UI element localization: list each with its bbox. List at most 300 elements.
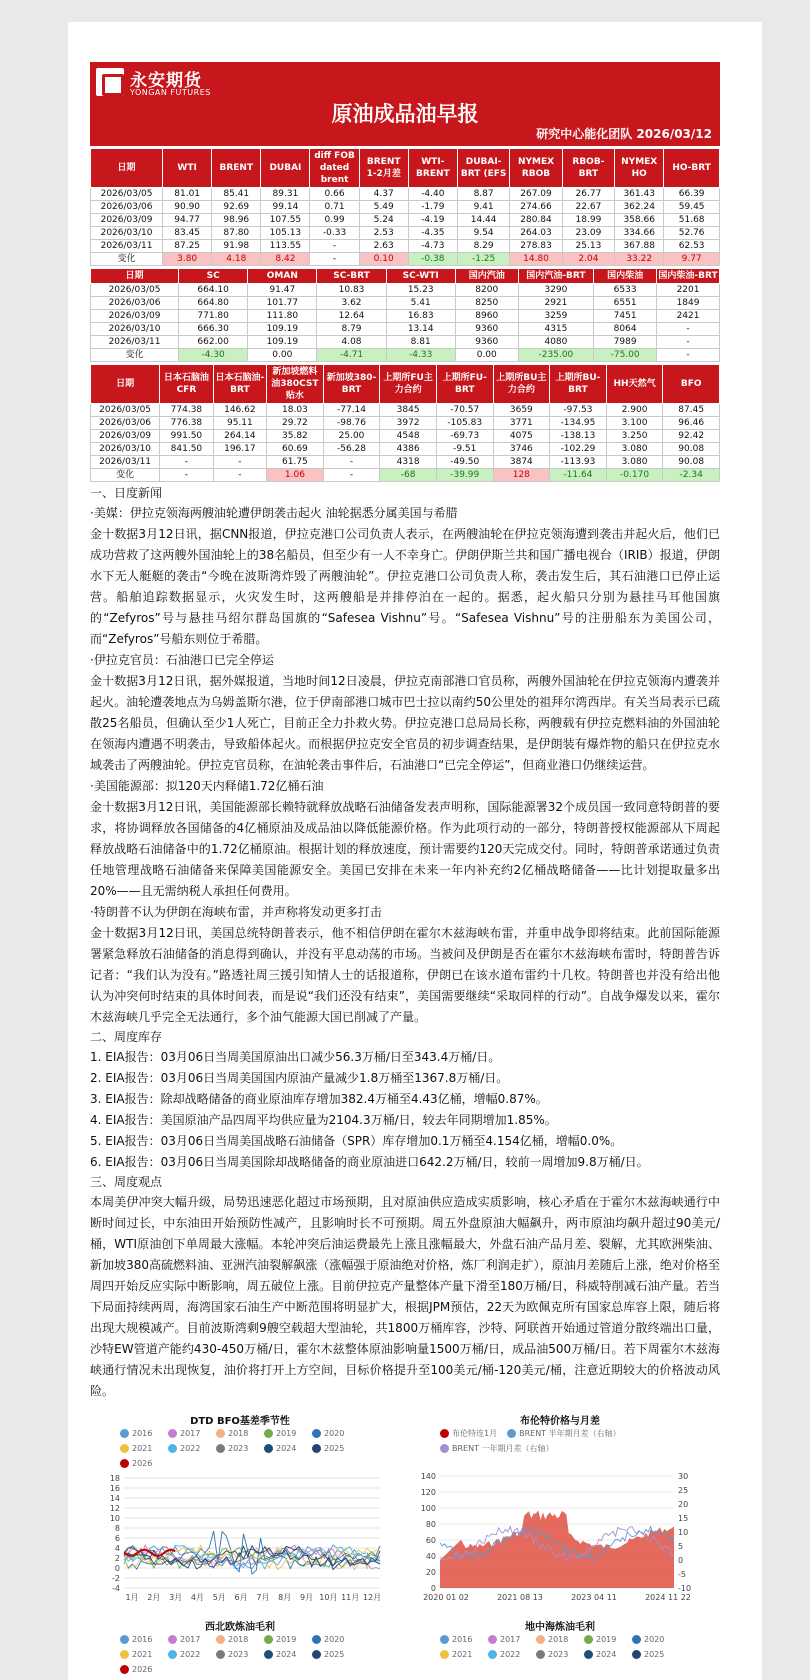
table-cell: 9.41 [457, 201, 509, 214]
table-header: SC-BRT [317, 269, 386, 284]
price-table-sc [90, 268, 720, 362]
table-cell: 18.03 [267, 404, 324, 417]
table-cell: 2026/03/10 [91, 323, 179, 336]
table-cell: 3874 [493, 456, 550, 469]
table-cell: 81.01 [163, 188, 212, 201]
legend-label: 2023 [228, 1444, 249, 1453]
y-tick-label: 0 [114, 1564, 120, 1573]
legend-marker [536, 1650, 545, 1659]
table-cell: -4.35 [408, 227, 457, 240]
table-cell: 2026/03/11 [91, 456, 160, 469]
legend-label: BRENT 一年期月差（右轴） [452, 1444, 554, 1453]
legend-label: 2026 [132, 1665, 153, 1674]
table-header: OMAN [248, 269, 317, 284]
table-cell: 59.45 [664, 201, 720, 214]
table-header: 国内柴油-BRT [657, 269, 720, 284]
table-cell: 95.11 [213, 417, 266, 430]
table-cell: 66.39 [664, 188, 720, 201]
legend-label: 2017 [180, 1635, 201, 1644]
legend-label: 2021 [132, 1650, 153, 1659]
table-cell: 51.68 [664, 214, 720, 227]
x-tick-label: 10月 [319, 1593, 338, 1602]
table-cell: 4.08 [317, 336, 386, 349]
table-cell: 3.080 [606, 456, 663, 469]
table-cell: -49.50 [436, 456, 493, 469]
legend-label: 2020 [324, 1635, 345, 1644]
table-cell: 0.99 [310, 214, 359, 227]
legend-label: 2016 [452, 1635, 473, 1644]
inventory-list [90, 1047, 720, 1173]
table-cell: -11.64 [550, 469, 607, 482]
table-header: RBOB-BRT [562, 149, 614, 188]
legend-marker [120, 1650, 129, 1659]
table-cell: 92.69 [212, 201, 261, 214]
table-header: HH天然气 [606, 365, 663, 404]
y-tick-label: 16 [109, 1484, 120, 1493]
table-row-change [91, 349, 720, 362]
news-body: 金十数据3月12日讯，美国能源部长赖特就释放战略石油储备发表声明称，国际能源署32个成员国一致同意特朗普的要求，将协调释放各国储备的4亿桶原油及成品油以降低能源价格。作为此项行动的一部分，特朗普授权能源部从下周起释放战略石油储备中的1.72亿桶原油。根据计划的释放速度，预计需要约120天完成交付。同时，特朗普承诺通过负责任地管理战略石油储备来保障美国能源安全。美国已安排在未来一年内补充约2亿桶战略储备——比计划提取量多出20%——且无需纳税人承担任何费用。 [90, 800, 720, 898]
table-row-change [91, 469, 720, 482]
table-cell: 7989 [594, 336, 657, 349]
chart-brent-spread [410, 1412, 710, 1602]
section-weekly-view: 三、周度观点 [90, 1175, 163, 1189]
report-title: 原油成品油早报 [331, 102, 479, 126]
section-daily-news: 一、日度新闻 [90, 486, 163, 500]
table-cell: 264.03 [510, 227, 562, 240]
table-cell: 361.43 [615, 188, 664, 201]
legend-label: 2026 [132, 1459, 153, 1468]
table-header: DUBAI [261, 149, 310, 188]
legend-item [536, 1632, 584, 1647]
y2-tick-label: 30 [678, 1472, 689, 1481]
table-cell: -235.00 [518, 349, 593, 362]
legend-marker [440, 1650, 449, 1659]
x-tick-label: 8月 [278, 1593, 292, 1602]
table-cell: 61.75 [267, 456, 324, 469]
table-row [91, 443, 720, 456]
table-cell: - [160, 456, 213, 469]
table-cell: 变化 [91, 469, 160, 482]
legend-label: 2019 [276, 1429, 297, 1438]
news-title: ·特朗普不认为伊朗在海峡布雷，并声称将发动更多打击 [90, 905, 382, 919]
inventory-item: 1. EIA报告：03月06日当周美国原油出口减少56.3万桶/日至343.4万桶/日。 [90, 1050, 501, 1064]
news-title: ·美国能源部：拟120天内释储1.72亿桶石油 [90, 779, 324, 793]
table-cell: -4.71 [317, 349, 386, 362]
table-cell: 278.83 [510, 240, 562, 253]
table-cell: 3659 [493, 404, 550, 417]
table-cell: 33.22 [615, 253, 664, 266]
table-cell: 4386 [380, 443, 437, 456]
table-cell: - [213, 469, 266, 482]
table-row [91, 284, 720, 297]
table-cell: 107.55 [261, 214, 310, 227]
y2-tick-label: -10 [678, 1584, 692, 1593]
table-cell: -2.34 [663, 469, 720, 482]
legend-item [488, 1632, 536, 1647]
report-page [68, 22, 762, 1680]
table-cell: 8.81 [386, 336, 455, 349]
x-tick-label: 11月 [341, 1593, 360, 1602]
legend-label: 2025 [644, 1650, 665, 1659]
table-cell: 3746 [493, 443, 550, 456]
table-cell: 8064 [594, 323, 657, 336]
logo-en: YONGAN FUTURES [130, 88, 211, 97]
table-cell: 128 [493, 469, 550, 482]
table-cell: 62.53 [664, 240, 720, 253]
y-tick-label: 100 [420, 1504, 436, 1513]
table-header: HO-BRT [664, 149, 720, 188]
legend-marker [264, 1650, 273, 1659]
report-content [90, 62, 720, 1680]
table-cell: 111.80 [248, 310, 317, 323]
table-cell: -98.76 [323, 417, 380, 430]
table-cell: -0.33 [310, 227, 359, 240]
legend-item [584, 1647, 632, 1662]
table-cell: 146.62 [213, 404, 266, 417]
table-cell: -102.29 [550, 443, 607, 456]
table-cell: 662.00 [179, 336, 248, 349]
legend-label: 2025 [324, 1650, 345, 1659]
legend-marker [216, 1650, 225, 1659]
y-tick-label: 60 [425, 1536, 436, 1545]
table-cell: 3972 [380, 417, 437, 430]
legend-label: 2019 [276, 1635, 297, 1644]
table-cell: 5.24 [359, 214, 408, 227]
table-cell: 2921 [518, 297, 593, 310]
x-tick-label: 3月 [169, 1593, 183, 1602]
legend-label: 2023 [548, 1650, 569, 1659]
table-header: BRENT [212, 149, 261, 188]
table-cell: 2.04 [562, 253, 614, 266]
table-row [91, 430, 720, 443]
table-cell: 94.77 [163, 214, 212, 227]
table-cell: -113.93 [550, 456, 607, 469]
table-cell: 2026/03/05 [91, 188, 163, 201]
table-cell: 35.82 [267, 430, 324, 443]
y-tick-label: 4 [114, 1544, 120, 1553]
y-tick-label: 140 [420, 1472, 436, 1481]
price-table-fuel [90, 364, 720, 482]
table-cell: 264.14 [213, 430, 266, 443]
legend-marker [488, 1635, 497, 1644]
y-tick-label: -4 [112, 1584, 120, 1593]
table-cell: -105.83 [436, 417, 493, 430]
table-cell: 变化 [91, 349, 179, 362]
table-cell: 3.080 [606, 443, 663, 456]
table-cell: 664.80 [179, 297, 248, 310]
table-header: 新加坡380-BRT [323, 365, 380, 404]
table-row [91, 404, 720, 417]
table-cell: -77.14 [323, 404, 380, 417]
table-cell: 101.77 [248, 297, 317, 310]
table-cell: 90.08 [663, 443, 720, 456]
legend-marker [312, 1635, 321, 1644]
x-tick-label: 2020 01 02 [423, 1593, 469, 1602]
legend-label: 2022 [500, 1650, 521, 1659]
table-cell: 3.250 [606, 430, 663, 443]
legend-label: BRENT 半年期月差（右轴） [519, 1429, 621, 1438]
legend-marker [536, 1635, 545, 1644]
table-cell: 87.25 [163, 240, 212, 253]
table-cell: 3.80 [163, 253, 212, 266]
x-tick-label: 2月 [147, 1593, 161, 1602]
x-tick-label: 9月 [299, 1593, 314, 1602]
table-cell: - [657, 349, 720, 362]
table-cell: 2.53 [359, 227, 408, 240]
table-cell: 2.63 [359, 240, 408, 253]
legend-item [536, 1647, 584, 1662]
y2-tick-label: 10 [678, 1528, 689, 1537]
table-cell: 8.79 [317, 323, 386, 336]
logo-cn: 永安期货 [130, 71, 202, 91]
y-tick-label: 18 [109, 1474, 120, 1483]
y-tick-label: 10 [109, 1514, 120, 1523]
table-cell: 87.45 [663, 404, 720, 417]
table-header: 上期所BU-BRT [550, 365, 607, 404]
table-cell: -68 [380, 469, 437, 482]
table-cell: 4.37 [359, 188, 408, 201]
table-cell: 0.00 [455, 349, 518, 362]
legend-label: 2017 [500, 1635, 521, 1644]
table-cell: 52.76 [664, 227, 720, 240]
y-tick-label: 14 [109, 1494, 120, 1503]
table-cell: -134.95 [550, 417, 607, 430]
table-cell: 774.38 [160, 404, 213, 417]
legend-label: 2024 [276, 1650, 297, 1659]
legend-label: 2018 [228, 1429, 249, 1438]
legend-item [120, 1632, 168, 1647]
y2-tick-label: 5 [678, 1542, 684, 1551]
table-row [91, 297, 720, 310]
legend-item [632, 1632, 680, 1647]
table-cell: 5.49 [359, 201, 408, 214]
table-cell: 3259 [518, 310, 593, 323]
legend-label: 2022 [180, 1444, 201, 1453]
x-tick-label: 4月 [190, 1593, 205, 1602]
table-cell: 666.30 [179, 323, 248, 336]
legend-label: 2020 [324, 1429, 345, 1438]
legend-label: 2018 [548, 1635, 569, 1644]
table-header: 日本石脑油CFR [160, 365, 213, 404]
table-cell: 2026/03/06 [91, 297, 179, 310]
table-cell: 2026/03/09 [91, 430, 160, 443]
legend-item [440, 1647, 488, 1662]
table-cell: 2201 [657, 284, 720, 297]
table-cell: -4.19 [408, 214, 457, 227]
table-cell: 267.09 [510, 188, 562, 201]
table-cell: 98.96 [212, 214, 261, 227]
table-cell: 8.29 [457, 240, 509, 253]
table-cell: 8.87 [457, 188, 509, 201]
weekly-view-text: 本周美伊冲突大幅升级，局势迅速恶化超过市场预期，且对原油供应造成实质影响，核心矛盾在于霍尔木兹海峡通行中断时间过长，中东油田开始预防性减产，且影响时长不可预期。周五外盘原油大幅飙升，两市原油均飙升超过90美元/桶，WTI原油创下单周最大涨幅。本轮冲突后油运费最先上涨且涨幅最大，外盘石油产品月差、裂解，尤其欧洲柴油、新加坡380高硫燃料油、亚洲汽油裂解飙涨（涨幅强于原油绝对价格，炼厂利润走扩），原油月差随后上涨，绝对价格至周四开始反应实际中断影响，周五破位上涨。目前伊拉克产量整体产量下滑至180万桶/日，科威特削减石油产量。若当下局面持续两周，海湾国家石油生产中断范围将明显扩大，根据JPM预估，22天为欧佩克所有国家总库容上限，随后将出现大规模减产。目前波斯湾剩9艘空载超大型油轮，共1800万桶库容，沙特、阿联酋开始通过管道分散终端出口量，沙特EW管道产能约430-450万桶/日，霍尔木兹整体原油影响量1500万桶/日，成品油500万桶/日。若下周霍尔木兹海峡通行情况未出现恢复，油价将打开上方空间，目标价格提升至100美元/桶-120美元/桶，注意近期较大的价格波动风险。 [90, 1195, 720, 1398]
legend-label: 2019 [596, 1635, 617, 1644]
table-cell: 771.80 [179, 310, 248, 323]
table-cell: 22.67 [562, 201, 614, 214]
table-row [91, 188, 720, 201]
table-cell: - [657, 323, 720, 336]
y-tick-label: 12 [109, 1504, 120, 1513]
y2-tick-label: -5 [678, 1570, 686, 1579]
table-cell: 776.38 [160, 417, 213, 430]
table-header: DUBAI-BRT (EFS [457, 149, 509, 188]
x-tick-label: 2021 08 13 [497, 1593, 543, 1602]
table-cell: 变化 [91, 253, 163, 266]
table-cell: 1849 [657, 297, 720, 310]
table-cell: 13.14 [386, 323, 455, 336]
table-cell: 91.98 [212, 240, 261, 253]
table-cell: 4.18 [212, 253, 261, 266]
table-header: WTI [163, 149, 212, 188]
table-cell: 14.44 [457, 214, 509, 227]
table-cell: 16.83 [386, 310, 455, 323]
table-header: NYMEX RBOB [510, 149, 562, 188]
table-cell: 3.100 [606, 417, 663, 430]
table-cell: 280.84 [510, 214, 562, 227]
table-cell: 2026/03/05 [91, 284, 179, 297]
legend-marker [632, 1650, 641, 1659]
table-cell: 3845 [380, 404, 437, 417]
table-cell: 2026/03/10 [91, 443, 160, 456]
table-cell: 9.77 [664, 253, 720, 266]
table-row [91, 323, 720, 336]
table-cell: 8.42 [261, 253, 310, 266]
table-header: BFO [663, 365, 720, 404]
table-cell: 4080 [518, 336, 593, 349]
legend-label: 2021 [452, 1650, 473, 1659]
news-title: ·美媒：伊拉克领海两艘油轮遭伊朗袭击起火 油轮据悉分属美国与希腊 [90, 506, 458, 520]
table-cell: -4.73 [408, 240, 457, 253]
table-cell: 15.23 [386, 284, 455, 297]
table-cell: 12.64 [317, 310, 386, 323]
y2-tick-label: 25 [678, 1486, 689, 1495]
table-cell: 4315 [518, 323, 593, 336]
legend-item [120, 1662, 168, 1677]
table-cell: 25.00 [323, 430, 380, 443]
table-row [91, 310, 720, 323]
chart-legend [120, 1632, 380, 1677]
table-cell: 664.10 [179, 284, 248, 297]
legend-marker [264, 1635, 273, 1644]
table-row-change [91, 253, 720, 266]
table-cell: 358.66 [615, 214, 664, 227]
legend-item [120, 1647, 168, 1662]
x-tick-label: 5月 [212, 1593, 226, 1602]
legend-marker [440, 1635, 449, 1644]
legend-item [488, 1647, 536, 1662]
table-header: WTI-BRENT [408, 149, 457, 188]
table-cell: -69.73 [436, 430, 493, 443]
legend-label: 2022 [180, 1650, 201, 1659]
legend-label: 2016 [132, 1635, 153, 1644]
legend-marker [584, 1635, 593, 1644]
table-cell: 91.47 [248, 284, 317, 297]
table-header: 新加坡燃料油380CST贴水 [267, 365, 324, 404]
legend-item [312, 1632, 360, 1647]
legend-label: 2023 [228, 1650, 249, 1659]
legend-label: 2025 [324, 1444, 345, 1453]
table-cell: 8250 [455, 297, 518, 310]
table-cell: - [213, 456, 266, 469]
legend-item [584, 1632, 632, 1647]
table-cell: 9360 [455, 336, 518, 349]
table-cell: 113.55 [261, 240, 310, 253]
table-header: 国内柴油 [594, 269, 657, 284]
table-cell: 90.08 [663, 456, 720, 469]
legend-label: 2018 [228, 1635, 249, 1644]
table-cell: 0.66 [310, 188, 359, 201]
table-header: NYMEX HO [615, 149, 664, 188]
table-cell: 83.45 [163, 227, 212, 240]
table-cell: 109.19 [248, 323, 317, 336]
table-cell: 6551 [594, 297, 657, 310]
news-body: 金十数据3月12日讯，据外媒报道，当地时间12日凌晨，伊拉克南部港口官员称，两艘外国油轮在伊拉克领海内遭袭并起火。油轮遭袭地点为乌姆盖斯尔港，位于伊南部港口城市巴士拉以南约50公里处的祖拜尔湾西岸。有关当局表示已疏散25名船员，但确认至少1人死亡，目前正全力扑救火势。伊拉克港口总局局长称，两艘载有伊拉克燃料油的外国油轮在领海内遭遇不明袭击，导致船体起火。而根据伊拉克安全官员的初步调查结果，是伊朗装有爆炸物的船只在伊拉克水域袭击了两艘油轮。伊拉克官员称，在油轮袭击事件后，石油港口“已完全停运”，但商业港口仍继续运营。 [90, 674, 720, 772]
table-header: 国内汽油 [455, 269, 518, 284]
table-row [91, 240, 720, 253]
table-cell: -1.25 [457, 253, 509, 266]
legend-item [168, 1632, 216, 1647]
y-tick-label: 2 [114, 1554, 120, 1563]
inventory-item: 5. EIA报告：03月06日当周美国战略石油储备（SPR）库存增加0.1万桶至4.154亿桶，增幅0.0%。 [90, 1134, 623, 1148]
legend-item [440, 1632, 488, 1647]
legend-item [216, 1647, 264, 1662]
table-cell: 367.88 [615, 240, 664, 253]
chart-title: DTD BFO基差季节性 [190, 1416, 290, 1427]
y-tick-label: 40 [425, 1552, 436, 1561]
y-tick-label: 80 [425, 1520, 436, 1529]
table-header: 日本石脑油-BRT [213, 365, 266, 404]
table-cell: -97.53 [550, 404, 607, 417]
table-cell: - [657, 336, 720, 349]
table-cell: -75.00 [594, 349, 657, 362]
table-cell: 841.50 [160, 443, 213, 456]
table-cell: 96.46 [663, 417, 720, 430]
table-row [91, 201, 720, 214]
table-cell: 9360 [455, 323, 518, 336]
table-header: 上期所BU主力合约 [493, 365, 550, 404]
legend-marker [120, 1635, 129, 1644]
x-tick-label: 7月 [256, 1593, 270, 1602]
legend-item [168, 1647, 216, 1662]
chart-plot [90, 1412, 390, 1602]
table-cell: 105.13 [261, 227, 310, 240]
legend-item [264, 1647, 312, 1662]
table-cell: 29.72 [267, 417, 324, 430]
chart-title: 布伦特价格与月差 [520, 1416, 600, 1427]
table-cell: 2026/03/09 [91, 214, 163, 227]
table-row [91, 336, 720, 349]
chart-med-margin [410, 1618, 710, 1680]
y-tick-label: 6 [114, 1534, 120, 1543]
chart-title: 西北欧炼油毛利 [205, 1622, 275, 1633]
table-cell: 8960 [455, 310, 518, 323]
x-tick-label: 1月 [125, 1593, 139, 1602]
table-cell: -138.13 [550, 430, 607, 443]
legend-marker [312, 1650, 321, 1659]
table-cell: 991.50 [160, 430, 213, 443]
table-cell: 2026/03/10 [91, 227, 163, 240]
table-cell: 4075 [493, 430, 550, 443]
legend-label: 2024 [276, 1444, 297, 1453]
news-body: 金十数据3月12日讯，美国总统特朗普表示，他不相信伊朗在霍尔木兹海峡布雷，并重申战争即将结束。此前国际能源署紧急释放石油储备的消息得到确认，并没有平息动荡的市场。当被问及伊朗是否在霍尔木兹海峡布雷时，特朗普告诉记者：“我们认为没有。”路透社周三援引知情人士的话报道称，伊朗已在该水道布雷约十几枚。特朗普也并没有给出他认为冲突何时结束的具体时间表，而是说“我们还没有结束”，美国需要继续“采取同样的行动”。自战争爆发以来，霍尔木兹海峡几乎完全无法通行，多个油气能源大国已削减了产量。 [90, 926, 720, 1024]
chart-title: 地中海炼油毛利 [525, 1622, 595, 1633]
table-cell: 109.19 [248, 336, 317, 349]
table-cell: 2026/03/09 [91, 310, 179, 323]
table-cell: - [310, 240, 359, 253]
table-cell: 8200 [455, 284, 518, 297]
table-cell: 26.77 [562, 188, 614, 201]
legend-marker [632, 1635, 641, 1644]
legend-label: 布伦特连1月 [452, 1429, 498, 1438]
